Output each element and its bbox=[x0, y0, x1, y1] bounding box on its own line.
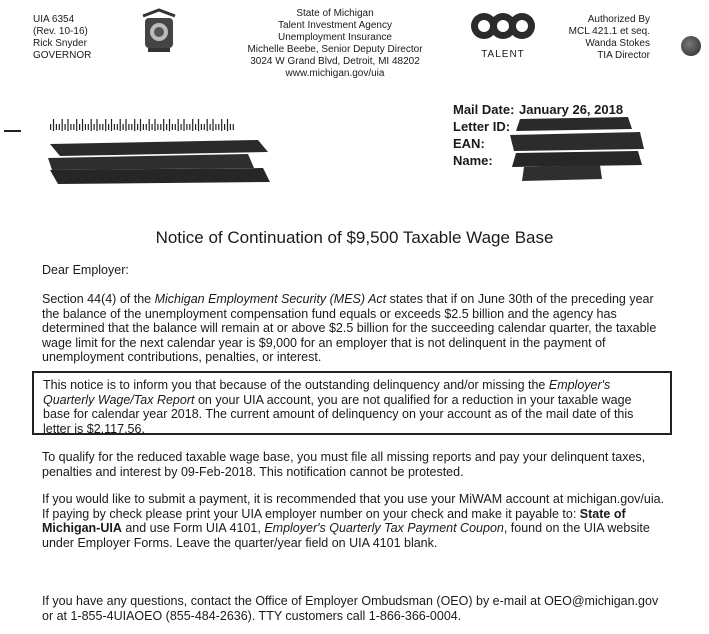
barcode-bar bbox=[163, 119, 164, 131]
barcode-bar bbox=[82, 119, 83, 131]
barcode-bar bbox=[218, 124, 219, 130]
barcode-bar bbox=[175, 124, 176, 130]
header-left-block bbox=[33, 14, 91, 62]
governor-name: Rick Snyder bbox=[33, 38, 87, 49]
agency-name: Talent Investment Agency bbox=[278, 20, 392, 31]
para1-text-a: Section 44(4) of the bbox=[42, 292, 155, 306]
barcode-bar bbox=[125, 119, 126, 131]
barcode-bar bbox=[189, 124, 190, 130]
barcode-bar bbox=[111, 119, 112, 131]
barcode-bar bbox=[169, 119, 170, 131]
redacted-account-info bbox=[510, 115, 645, 181]
name-label: Name: bbox=[453, 153, 493, 168]
notice-text-b: on your UIA account, you are not qualified for a reduction in your taxable wage base for calendar year 2018. The current amount of delinquency on your account as of the mail date of this letter is bbox=[43, 392, 634, 436]
barcode-bar bbox=[178, 119, 179, 131]
barcode-bar bbox=[67, 119, 68, 131]
paragraph-payment bbox=[42, 492, 672, 550]
barcode-bar bbox=[99, 124, 100, 130]
barcode-bar bbox=[166, 124, 167, 130]
barcode-bar bbox=[102, 124, 103, 130]
authorized-by: Authorized By bbox=[587, 14, 650, 25]
barcode-bar bbox=[207, 119, 208, 131]
barcode-bar bbox=[59, 124, 60, 130]
para4-text-b: and use Form UIA 4101, bbox=[121, 521, 265, 535]
barcode-bar bbox=[198, 119, 199, 131]
notice-text-a: This notice is to inform you that because of the outstanding delinquency and/or missing the bbox=[43, 378, 549, 392]
barcode-bar bbox=[79, 124, 80, 130]
barcode-bar bbox=[201, 124, 202, 130]
barcode-bar bbox=[154, 119, 155, 131]
barcode-bar bbox=[108, 124, 109, 130]
barcode-bar bbox=[181, 124, 182, 130]
barcode-bar bbox=[114, 124, 115, 130]
barcode-bar bbox=[204, 124, 205, 130]
barcode-bar bbox=[195, 124, 196, 130]
barcode-bar bbox=[62, 119, 63, 131]
barcode-bar bbox=[215, 124, 216, 130]
barcode-bar bbox=[128, 124, 129, 130]
barcode-bar bbox=[160, 124, 161, 130]
michigan-seal-icon bbox=[140, 8, 178, 54]
barcode-bar bbox=[152, 124, 153, 130]
barcode-bar bbox=[192, 119, 193, 131]
notice-text-c: . bbox=[141, 421, 145, 436]
barcode-bar bbox=[91, 119, 92, 131]
postal-barcode-icon bbox=[50, 118, 240, 132]
coupon-name: Employer's Quarterly Tax Payment Coupon bbox=[264, 521, 504, 535]
barcode-bar bbox=[146, 124, 147, 130]
barcode-bar bbox=[143, 124, 144, 130]
governor-title: GOVERNOR bbox=[33, 50, 92, 61]
mcl-citation: MCL 421.1 et seq. bbox=[568, 26, 650, 37]
para4-text-a: If you would like to submit a payment, it is recommended that you use your MiWAM account at michigan.gov/uia. If paying by check please print your UIA employer number on your check and make it payable to: bbox=[42, 492, 665, 521]
barcode-bar bbox=[137, 124, 138, 130]
barcode-bar bbox=[210, 124, 211, 130]
agency-state: State of Michigan bbox=[296, 8, 374, 19]
agency-block bbox=[205, 8, 465, 80]
barcode-bar bbox=[172, 124, 173, 130]
barcode-bar bbox=[70, 124, 71, 130]
barcode-bar bbox=[105, 119, 106, 131]
barcode-bar bbox=[94, 124, 95, 130]
barcode-bar bbox=[221, 119, 222, 131]
form-revision: (Rev. 10-16) bbox=[33, 26, 88, 37]
talent-logo-icon bbox=[468, 10, 538, 44]
barcode-bar bbox=[85, 124, 86, 130]
barcode-bar bbox=[117, 124, 118, 130]
notice-title: Notice of Continuation of $9,500 Taxable Wage Base bbox=[155, 228, 554, 247]
ean-label: EAN: bbox=[453, 136, 485, 151]
paragraph-qualify: To qualify for the reduced taxable wage base, you must file all missing reports and pay your delinquent taxes, penalties and interest by 09-Feb-2018. This notification cannot be protested. bbox=[42, 450, 646, 479]
barcode-bar bbox=[120, 119, 121, 131]
tia-director-name: Wanda Stokes bbox=[585, 38, 650, 49]
header-right-block bbox=[560, 14, 650, 62]
agency-website: www.michigan.gov/uia bbox=[285, 68, 385, 79]
tia-director-title: TIA Director bbox=[597, 50, 650, 61]
barcode-bar bbox=[224, 124, 225, 130]
mail-date-label: Mail Date: bbox=[453, 102, 515, 117]
mail-date-value: January 26, 2018 bbox=[519, 102, 624, 117]
barcode-bar bbox=[76, 119, 77, 131]
fold-mark bbox=[4, 130, 21, 132]
report-name: Employer's Quarterly Wage/Tax Report bbox=[43, 378, 611, 407]
paragraph-contact: If you have any questions, contact the Office of Employer Ombudsman (OEO) by e-mail at OEO@michigan.gov or at 1-855-4UIAOEO (855-484-2636). TTY customers call 1-866-366-0004. bbox=[42, 594, 659, 623]
greeting: Dear Employer: bbox=[42, 263, 129, 277]
barcode-bar bbox=[88, 124, 89, 130]
barcode-bar bbox=[233, 124, 234, 130]
barcode-bar bbox=[65, 124, 66, 130]
barcode-bar bbox=[56, 124, 57, 130]
barcode-bar bbox=[230, 124, 231, 130]
barcode-bar bbox=[212, 119, 213, 131]
hole-punch-mark bbox=[681, 36, 701, 56]
form-id: UIA 6354 bbox=[33, 14, 75, 25]
mes-act-name: Michigan Employment Security (MES) Act bbox=[154, 292, 387, 306]
delinquency-notice-box bbox=[32, 371, 672, 435]
redacted-address bbox=[48, 138, 278, 184]
agency-division: Unemployment Insurance bbox=[278, 32, 392, 43]
paragraph-mes-act bbox=[42, 292, 666, 365]
agency-director: Michelle Beebe, Senior Deputy Director bbox=[247, 44, 423, 55]
barcode-bar bbox=[73, 124, 74, 130]
barcode-bar bbox=[157, 124, 158, 130]
payee-name: State of Michigan-UIA bbox=[42, 506, 626, 535]
letter-id-label: Letter ID: bbox=[453, 119, 511, 134]
barcode-bar bbox=[53, 119, 54, 131]
para1-text-b: states that if on June 30th of the preceding year the balance of the unemployment compensation fund equals or exceeds $2.5 billion and the agency has determined that the balance will remain at or above $2.5 billion for the succeeding calendar quarter, the taxable wage limit for the next calendar year is $9,000 for an employer that is not delinquent in the payment of unemployment contributions, penalties, or interest. bbox=[42, 292, 657, 364]
barcode-bar bbox=[131, 124, 132, 130]
barcode-bar bbox=[149, 119, 150, 131]
barcode-bar bbox=[134, 119, 135, 131]
barcode-bar bbox=[227, 119, 228, 131]
talent-logo bbox=[468, 10, 538, 60]
barcode-bar bbox=[50, 124, 51, 130]
barcode-bar bbox=[186, 124, 187, 130]
talent-logo-text: TALENT bbox=[481, 49, 525, 60]
para4-text-c: , found on the UIA website under Employer Forms. Leave the quarter/year field on UIA 4101 blank. bbox=[42, 521, 650, 550]
barcode-bar bbox=[140, 119, 141, 131]
delinquency-amount: $2,117.56 bbox=[86, 421, 142, 436]
barcode-bar bbox=[183, 119, 184, 131]
barcode-bar bbox=[123, 124, 124, 130]
agency-address: 3024 W Grand Blvd, Detroit, MI 48202 bbox=[250, 56, 420, 67]
barcode-bar bbox=[96, 119, 97, 131]
